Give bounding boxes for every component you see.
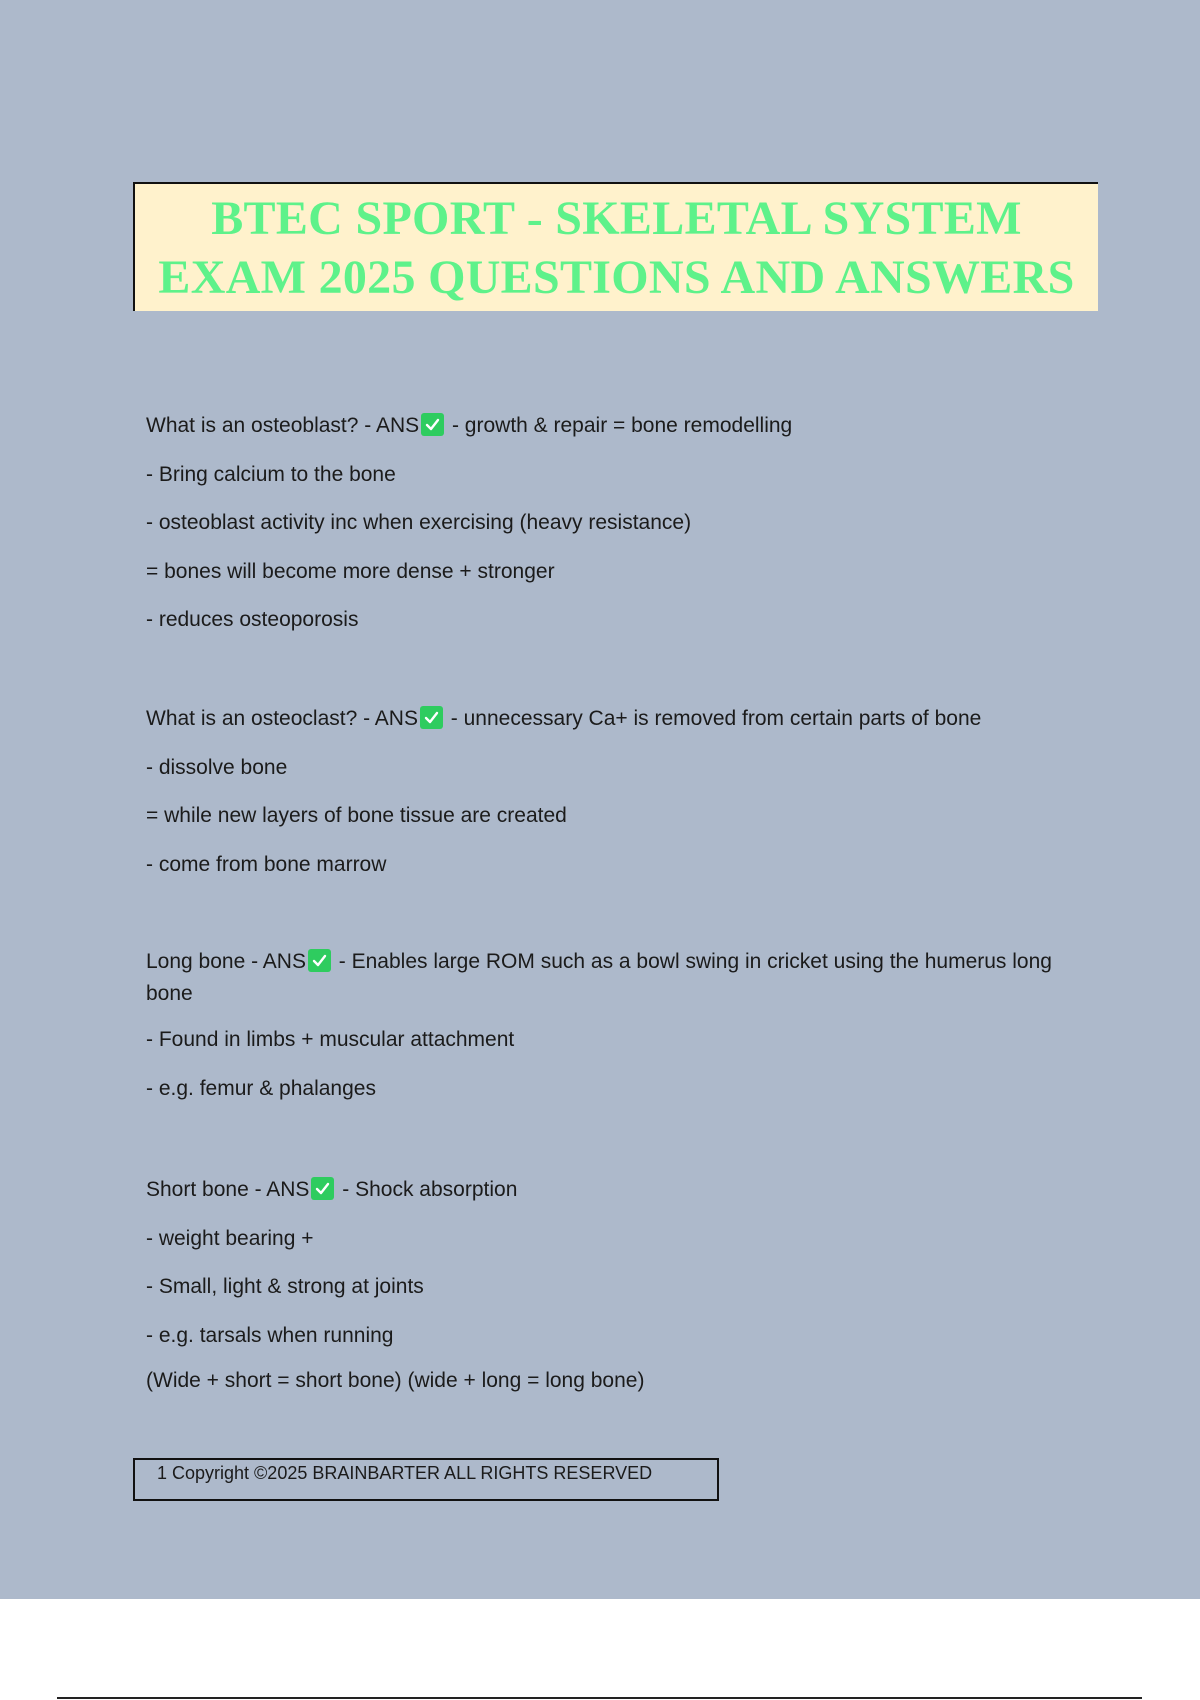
question-text: What is an osteoblast? - ANS <box>146 414 420 437</box>
question-line <box>146 1174 1096 1206</box>
qa-item-long-bone <box>146 946 1096 1121</box>
title-line-2: EXAM 2025 QUESTIONS AND ANSWERS <box>158 250 1075 304</box>
check-mark-icon <box>421 413 444 436</box>
title-box <box>133 182 1098 311</box>
answer-line: - e.g. femur & phalanges <box>146 1076 376 1100</box>
question-line <box>146 703 1096 735</box>
answer-line: = while new layers of bone tissue are created <box>146 804 567 827</box>
bottom-divider <box>57 1697 1142 1699</box>
answer-line: - reduces osteoporosis <box>146 608 359 631</box>
answer-text: - growth & repair = bone remodelling <box>446 414 793 437</box>
answer-line: - Bring calcium to the bone <box>146 462 396 486</box>
answer-line: - weight bearing + <box>146 1226 314 1250</box>
answer-line: = bones will become more dense + stronger <box>146 559 555 583</box>
answer-text: - Enables large ROM such as a bowl swing in cricket using the humerus long bone <box>146 950 1052 1005</box>
answer-line: - e.g. tarsals when running <box>146 1323 394 1347</box>
copyright-footer: 1 Copyright ©2025 BRAINBARTER ALL RIGHTS RESERVED <box>133 1458 719 1501</box>
answer-line: - osteoblast activity inc when exercising (heavy resistance) <box>146 511 692 534</box>
question-line <box>146 946 1096 1010</box>
check-mark-icon <box>311 1177 334 1200</box>
qa-item-osteoclast <box>146 703 1096 897</box>
answer-line: (Wide + short = short bone) (wide + long = long bone) <box>146 1369 645 1392</box>
question-text: Short bone - ANS <box>146 1178 310 1201</box>
answer-text: - Shock absorption <box>336 1178 518 1201</box>
answer-text: - unnecessary Ca+ is removed from certain parts of bone <box>444 707 982 730</box>
answer-line: - come from bone marrow <box>146 852 387 876</box>
question-text: Long bone - ANS <box>146 950 306 973</box>
check-mark-icon <box>420 706 443 729</box>
answer-line: - dissolve bone <box>146 755 288 779</box>
check-mark-icon <box>308 949 331 972</box>
title-line-1: BTEC SPORT - SKELETAL SYSTEM <box>211 191 1022 245</box>
question-text: What is an osteoclast? - ANS <box>146 707 418 730</box>
qa-item-osteoblast <box>146 410 1096 653</box>
answer-line: - Found in limbs + muscular attachment <box>146 1028 515 1051</box>
answer-line: - Small, light & strong at joints <box>146 1275 424 1298</box>
question-line <box>146 410 1096 442</box>
qa-item-short-bone <box>146 1174 1096 1414</box>
